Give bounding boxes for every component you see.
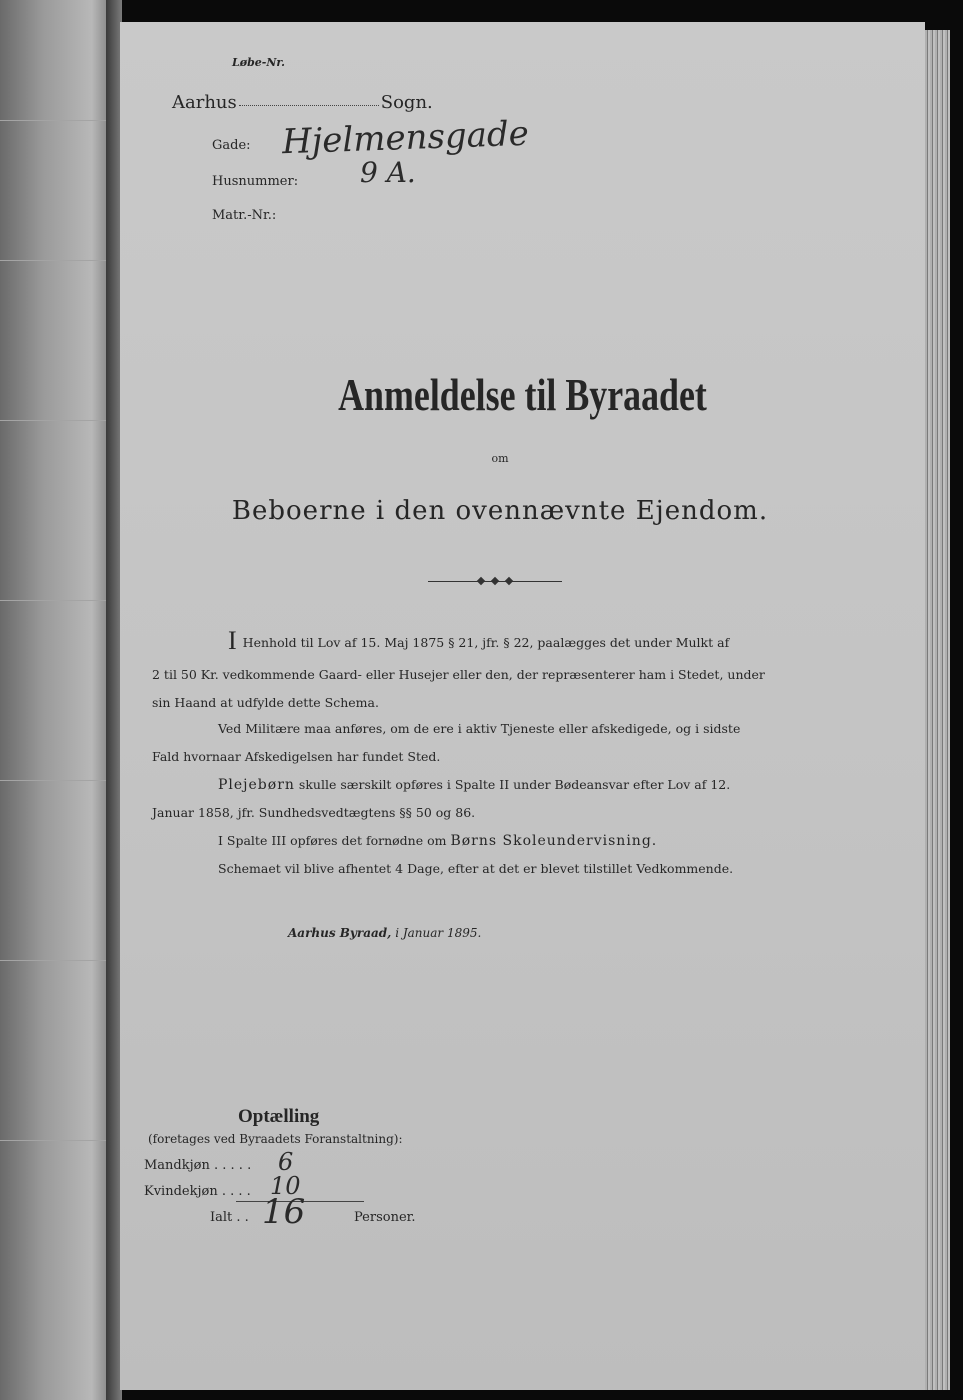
p3-line1 (218, 770, 730, 800)
p3-line2: Januar 1858, jfr. Sundhedsvedtægtens §§ 50 og 86. (152, 805, 476, 820)
matr-label: Matr.-Nr.: (212, 208, 277, 223)
kvinde-row: Kvindekjøn . . . . (144, 1184, 251, 1199)
sogn-label: Sogn. (380, 92, 433, 113)
kvinde-value: 10 (270, 1172, 301, 1200)
drop-cap: I (228, 626, 237, 655)
parish-dotted-line (239, 104, 379, 106)
husnummer-label: Husnummer: (212, 174, 299, 189)
parish-line (172, 92, 433, 113)
p3-line1-text: skulle særskilt opføres i Spalte II under Bødeansvar efter Lov af 12. (298, 777, 731, 792)
plejeborn-word: Plejebørn (218, 777, 295, 793)
lobe-nr-label: Løbe-Nr. (232, 56, 285, 69)
mand-label: Mandkjøn (144, 1158, 210, 1173)
skole-word: Børns Skoleundervisning. (450, 833, 658, 849)
mand-value: 6 (278, 1148, 294, 1176)
city-name: Aarhus (172, 92, 237, 113)
signature-rest: i Januar 1895. (395, 926, 482, 940)
p4 (218, 826, 657, 856)
title-om: om (491, 452, 509, 465)
gade-value: Hjelmensgade (281, 113, 530, 163)
document-title: Anmeldelse til Byraadet (338, 369, 707, 420)
p4-text: I Spalte III opføres det fornødne om (218, 833, 447, 848)
signature-bold: Aarhus Byraad, (288, 926, 392, 940)
p5: Schemaet vil blive afhentet 4 Dage, efter at det er blevet tilstillet Vedkommende. (218, 861, 734, 876)
p2-line1: Ved Militære maa anføres, om de ere i aktiv Tjeneste eller afskedigede, og i sidste (218, 721, 741, 736)
count-title: Optælling (238, 1106, 320, 1127)
ornament-divider (428, 578, 562, 586)
p1-line2: 2 til 50 Kr. vedkommende Gaard- eller Husejer eller den, der repræsenterer ham i Stedet, under (152, 667, 765, 682)
kvinde-label: Kvindekjøn (144, 1184, 218, 1199)
title-wrap (120, 368, 925, 421)
left-page (0, 0, 108, 1400)
p1-line1 (228, 626, 729, 657)
ialt-value: 16 (262, 1192, 306, 1232)
p2-line2: Fald hvornaar Afskedigelsen har fundet Sted. (152, 749, 441, 764)
count-subtitle: (foretages ved Byraadets Foranstaltning): (148, 1132, 403, 1146)
ialt-label: Ialt (210, 1210, 233, 1225)
personer-label: Personer. (354, 1210, 416, 1225)
gade-label: Gade: (212, 138, 251, 153)
husnummer-value: 9 A. (360, 156, 416, 189)
document-subtitle: Beboerne i den ovennævnte Ejendom. (231, 496, 769, 526)
p1-line1-text: Henhold til Lov af 15. Maj 1875 § 21, jfr. § 22, paalægges det under Mulkt af (242, 635, 730, 650)
signature-line (288, 926, 481, 940)
p1-line3: sin Haand at udfylde dette Schema. (152, 695, 379, 710)
subtitle-wrap (120, 496, 880, 526)
ialt-row: Ialt . . (210, 1210, 249, 1225)
mand-row: Mandkjøn . . . . . (144, 1158, 252, 1173)
